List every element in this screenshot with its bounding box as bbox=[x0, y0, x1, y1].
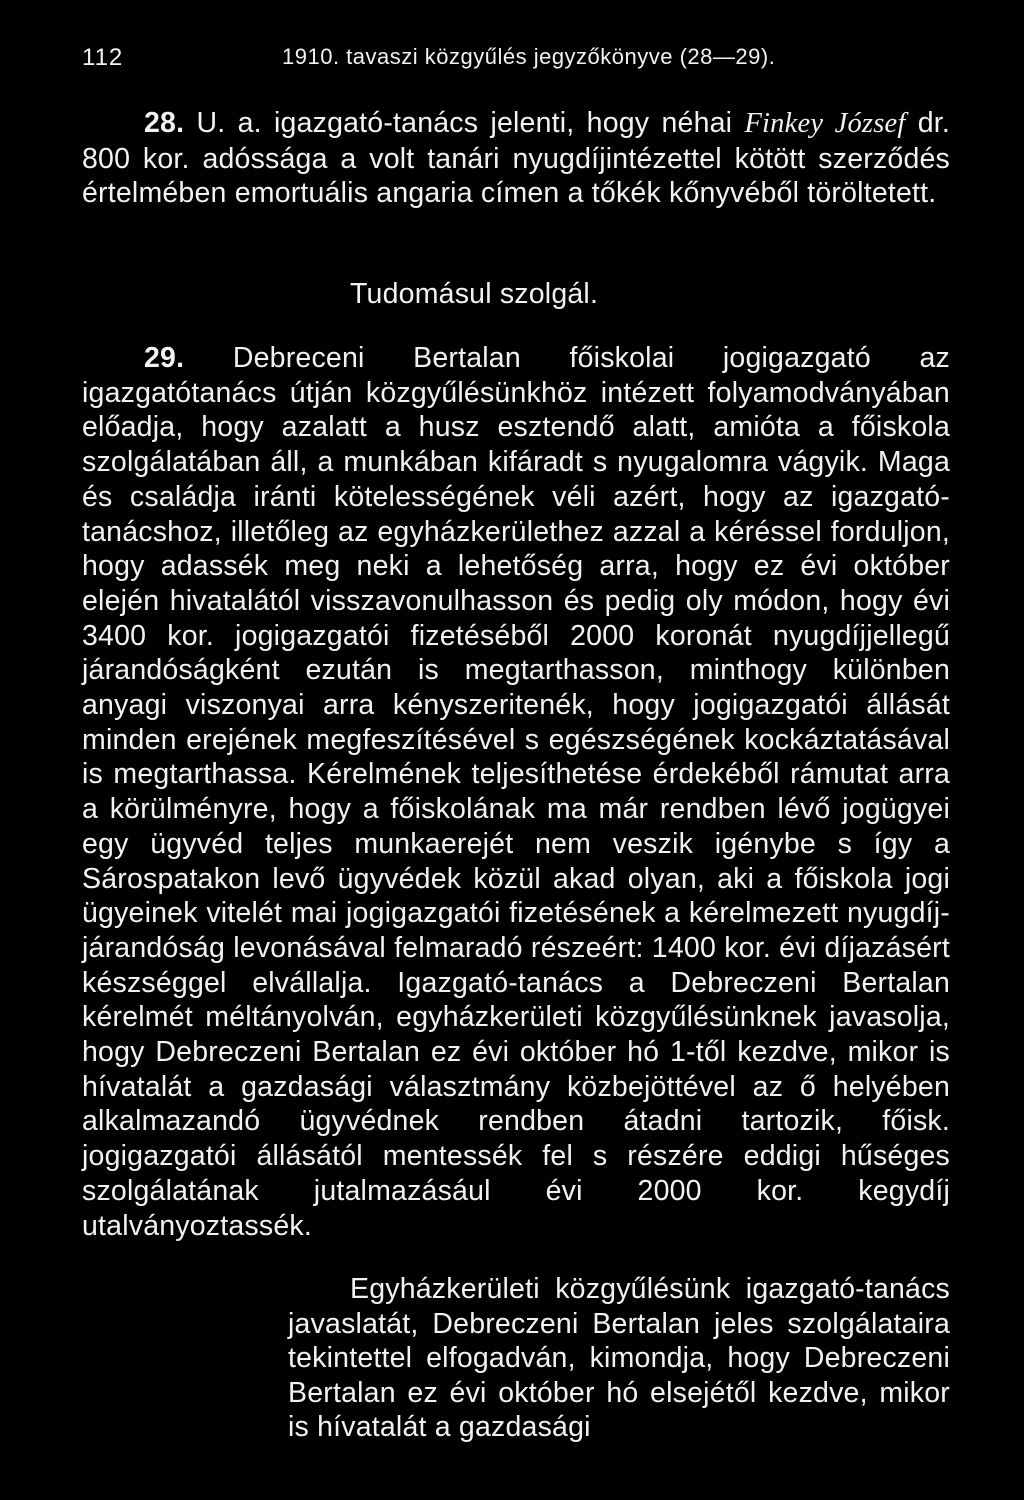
item-28-number: 28. bbox=[144, 107, 185, 139]
item-29-number: 29. bbox=[144, 342, 185, 374]
item-28-italic-name: Finkey József bbox=[744, 108, 906, 139]
item-29-paragraph bbox=[82, 341, 950, 1243]
acknowledgement-line: Tudomásul szolgál. bbox=[350, 278, 599, 310]
item-28-text-start: U. a. igazgató-tanács jelenti, hogy néhai bbox=[184, 107, 745, 139]
page-number: 112 bbox=[82, 44, 124, 71]
page-header bbox=[82, 44, 942, 80]
resolution-paragraph: Egyházkerületi közgyűlésünk igazgató-tanács javaslatát, Debreczeni Bertalan jeles szolgálataira tekintettel elfogadván, kimondja, hogy Debreczeni Bertalan ez évi október hó elsejétől kezdve, mikor is hívatalát a gazdasági bbox=[288, 1273, 950, 1444]
item-28-paragraph bbox=[82, 106, 950, 211]
running-title: 1910. tavaszi közgyűlés jegyzőkönyve (28—29). bbox=[282, 44, 776, 69]
item-29-text: Debreceni Bertalan főiskolai jogigazgató az igazgatótanács útján közgyűlésünkhöz intézett folyamodványában előadja, hogy azalatt a husz esztendő alatt, amióta a főiskola szolgálatában áll, a munkában kifáradt s nyugalomra vágyik. Maga és családja iránti kötelességének véli azért, hogy az igazgató-tanácshoz, illetőleg az egyházkerülethez azzal a kéréssel forduljon, hogy adassék meg neki a lehetőség arra, hogy ez évi október elején hivatalától visszavonulhasson és pedig oly módon, hogy évi 3400 kor. jogigazgatói fizetéséből 2000 koronát nyugdíjjellegű járandóságként ezután is megtarthasson, minthogy különben anyagi viszonyai arra kényszeritenék, hogy jogigazgatói állását minden erejének megfeszítésével s egészségének kockáztatásával is megtarthassa. Kérelmének teljesíthetése érdekéből rámutat arra a körülményre, hogy a főiskolának ma már rendben lévő jogügyei egy ügyvéd teljes munkaerejét nem veszik igénybe s így a Sárospatakon levő ügyvédek közül akad olyan, aki a főiskola jogi ügyeinek vitelét mai jogigazgatói fizetésének a kérelmezett nyugdíj-járandóság levonásával felmaradó részeért: 1400 kor. évi díjazásért készséggel elvállalja. Igazgató-tanács a Debreczeni Bertalan kérelmét méltányolván, egyházkerületi közgyűlésünknek javasolja, hogy Debreczeni Bertalan ez évi október hó 1-től kezdve, mikor is hívatalát a gazdasági választmány közbejöttével az ő helyében alkalmazandó ügyvédnek rendben átadni tartozik, főisk. jogigazgatói állásától mentessék fel s részére eddigi hűséges szolgálatának jutalmazásául évi 2000 kor. kegydíj utalványoztassék. bbox=[82, 342, 950, 1242]
item-28-text-end: dr. 800 kor. adóssága a volt tanári nyugdíjintézettel kötött szerződés értelmében emortuális angaria címen a tőkék kőnyvéből töröltetett. bbox=[82, 107, 950, 210]
